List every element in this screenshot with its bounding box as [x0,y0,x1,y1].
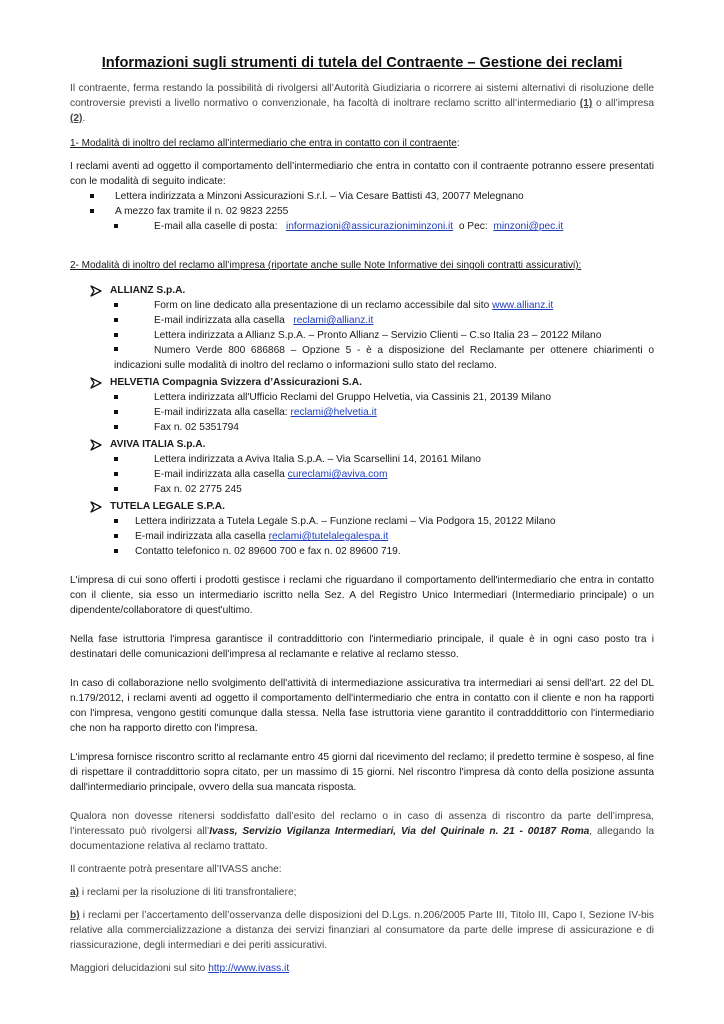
email-link-pec[interactable]: minzoni@pec.it [493,221,564,232]
company-aviva: AVIVA ITALIA S.p.A. [70,437,654,452]
list-item: Fax n. 02 2775 245 [70,482,654,497]
bullet-icon [114,534,118,538]
helvetia-email-link[interactable]: reclami@helvetia.it [290,407,377,418]
paragraph-collaborazione: In caso di collaborazione nello svolgimento dell'attività di intermediazione assicurativa tra intermediari ai sensi dell'art. 22 del DL n.179/2012, i reclami aventi ad oggetto il comportamento dell'intermediario che entra in contatto con il cliente e non ha rapporti con l'impresa, vengono gestiti comunque dalla stessa. Nella fase istruttoria viene garantito il contradddittorio con l'intermediario che non ha rapporto diretto con l'impresa. [70,678,654,734]
list-item: E-mail indirizzata alla casella cureclami@aviva.com [70,467,654,482]
section-1-heading: 1- Modalità di inoltro del reclamo all’intermediario che entra in contatto con il contraente: [70,138,460,149]
list-item: Fax n. 02 5351794 [70,420,654,435]
bullet-icon [114,303,118,307]
paragraph-impresa-gestione: L'impresa di cui sono offerti i prodotti gestisce i reclami che riguardano il comportamento dell'intermediario che entra in contatto con il cliente, sia esso un intermediario iscritto nella Sez. A del Registro Unico Intermediari (Intermediario principale) o un dipendente/collaboratore di quest'ultimo. [70,575,654,616]
bullet-icon [114,410,118,414]
document-page [70,54,654,976]
ivass-more-info: Maggiori delucidazioni sul sito http://www.ivass.it [70,963,290,974]
bullet-icon [90,209,94,213]
section-2-heading: 2- Modalità di inoltro del reclamo all’impresa (riportate anche sulle Note Informative dei singoli contratti assicurativi): [70,260,582,271]
bullet-icon [114,519,118,523]
arrow-icon [90,285,102,297]
bullet-icon [114,457,118,461]
ivass-site-link[interactable]: http://www.ivass.it [208,963,290,974]
section-1-text: I reclami aventi ad oggetto il comportamento dell’intermediario che entra in contatto con il contraente potranno essere presentati con le modalità di seguito indicate: [70,161,654,187]
list-item: Lettera indirizzata a Minzoni Assicurazioni S.r.l. – Via Cesare Battisti 43, 20077 Melegnano [70,189,654,204]
bullet-icon [114,487,118,491]
bullet-icon [114,425,118,429]
bullet-icon [114,347,118,351]
list-item: A mezzo fax tramite il n. 02 9823 2255 [70,204,654,219]
document-title: Informazioni sugli strumenti di tutela del Contraente – Gestione dei reclami [101,55,623,71]
intro-paragraph: Il contraente, ferma restando la possibilità di rivolgersi all’Autorità Giudiziaria o ricorrere ai sistemi alternativi di risoluzione delle controversie previsti a livello normativo o convenzionale, ha facoltà di inoltrare reclamo scritto all’intermediario (1) o all’impresa (2). [70,83,654,124]
list-item: Lettera indirizzata all'Ufficio Reclami del Gruppo Helvetia, via Cassinis 21, 20139 Milano [70,390,654,405]
tutela-email-link[interactable]: reclami@tutelalegalespa.it [268,531,389,542]
list-item: E-mail indirizzata alla casella: reclami@helvetia.it [70,405,654,420]
ref-1: (1) [579,98,593,109]
arrow-icon [90,501,102,513]
paragraph-riscontro: L'impresa fornisce riscontro scritto al reclamante entro 45 giorni dal ricevimento del reclamo; il predetto termine è sospeso, al fine di rispettare il contraddittorio sopra citato, per un massimo di 15 giorni. Nel riscontro l'impresa dà conto della posizione assunta dall'intermediario principale, ovvero della sua mancata risposta. [70,752,654,793]
email-link-informazioni[interactable]: informazioni@assicurazioniminzoni.it [285,221,454,232]
arrow-icon [90,377,102,389]
bullet-icon [114,318,118,322]
list-item: Lettera indirizzata a Allianz S.p.A. – Pronto Allianz – Servizio Clienti – C.so Italia 23 – 20122 Milano [70,328,654,343]
ivass-address: Ivass, Servizio Vigilanza Intermediari, Via del Quirinale n. 21 - 00187 Roma [209,826,590,837]
ivass-item-a: a) i reclami per la risoluzione di liti transfrontaliere; [70,887,297,898]
bullet-icon [114,333,118,337]
list-item: Form on line dedicato alla presentazione di un reclamo accessibile dal sito www.allianz.it [70,298,654,313]
paragraph-fase-istruttoria: Nella fase istruttoria l'impresa garantisce il contraddittorio con l'intermediario principale, il quale è in ogni caso posto tra i destinatari delle comunicazioni dell'impresa al reclamante e relative al reclamo stesso. [70,634,654,660]
company-allianz: ALLIANZ S.p.A. [70,283,654,298]
list-item: Lettera indirizzata a Tutela Legale S.p.A. – Funzione reclami – Via Podgora 15, 20122 Milano [70,514,654,529]
paragraph-ivass-also: Il contraente potrà presentare all’IVASS anche: [70,864,282,875]
bullet-icon [90,194,94,198]
arrow-icon [90,439,102,451]
list-item: Numero Verde 800 686868 – Opzione 5 - è a disposizione del Reclamante per ottenere chiarimenti o indicazioni sulle modalità di inoltro del reclamo o informazioni sullo stato del reclamo. [114,345,654,371]
aviva-email-link[interactable]: cureclami@aviva.com [287,469,388,480]
list-item: Lettera indirizzata a Aviva Italia S.p.A. – Via Scarsellini 14, 20161 Milano [70,452,654,467]
company-tutela-legale: TUTELA LEGALE S.P.A. [70,499,654,514]
bullet-icon [114,395,118,399]
list-item: Contatto telefonico n. 02 89600 700 e fax n. 02 89600 719. [70,544,654,559]
list-item-email: E-mail alla caselle di posta: informazioni@assicurazioniminzoni.it o Pec: minzoni@pec.it [70,219,654,234]
ivass-item-b: b) i reclami per l’accertamento dell’osservanza delle disposizioni del D.Lgs. n.206/2005 Parte III, Titolo III, Capo I, Sezione IV-bis relative alla commercializzazione a distanza dei servizi finanziari al consumatore da parte delle imprese di assicurazione e di riassicurazione, degli intermediari e dei periti assicurativi. [70,910,654,951]
list-item: E-mail indirizzata alla casella reclami@allianz.it [70,313,654,328]
bullet-icon [114,224,118,228]
ref-2: (2) [70,113,83,124]
company-helvetia: HELVETIA Compagnia Svizzera d’Assicurazioni S.A. [70,375,654,390]
allianz-email-link[interactable]: reclami@allianz.it [293,315,374,326]
bullet-icon [114,549,118,553]
paragraph-ivass: Qualora non dovesse ritenersi soddisfatto dall’esito del reclamo o in caso di assenza di riscontro da parte dell’impresa, l’interessato può rivolgersi all’Ivass, Servizio Vigilanza Intermediari, Via del Quirinale n. 21 - 00187 Roma, allegando la documentazione relativa al reclamo trattato. [70,811,654,852]
bullet-icon [114,472,118,476]
allianz-site-link[interactable]: www.allianz.it [492,300,554,311]
list-item: E-mail indirizzata alla casella reclami@tutelalegalespa.it [70,529,654,544]
